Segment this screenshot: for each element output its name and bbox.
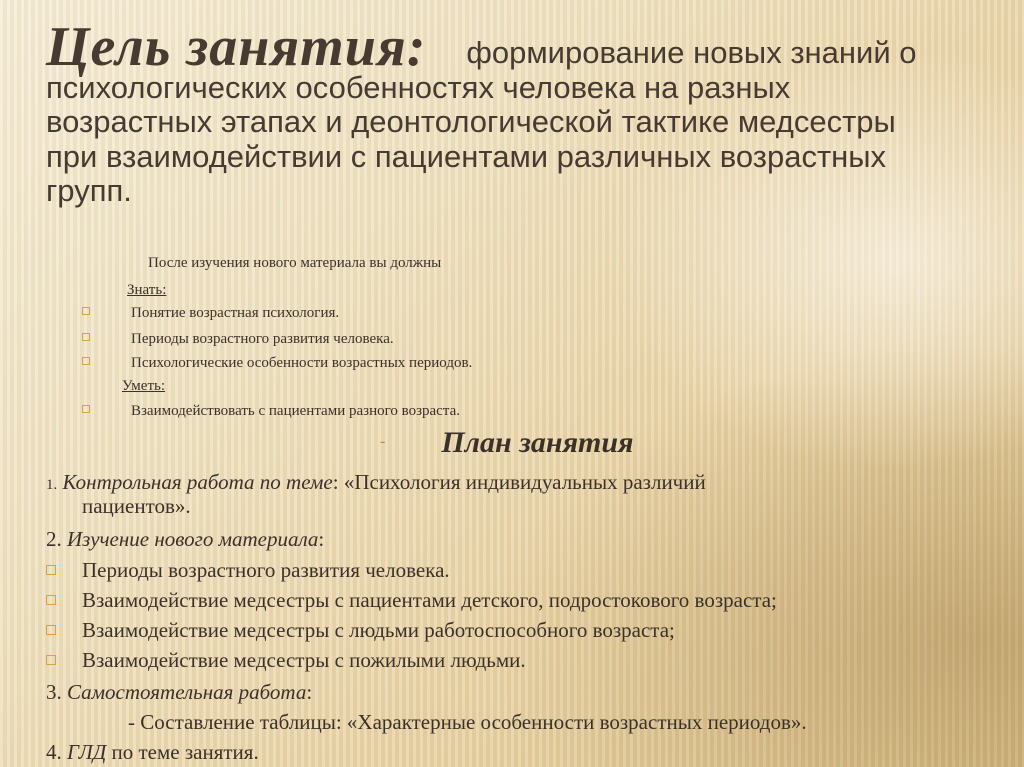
- square-bullet-icon: [82, 307, 90, 315]
- plan-item-number: 4.: [46, 740, 62, 764]
- plan-item-3: [46, 680, 312, 705]
- goal-text-line-4: при взаимодействии с пациентами различных возрастных: [46, 138, 887, 174]
- can-item: [82, 403, 460, 420]
- plan-item-1-continuation: пациентов».: [82, 494, 191, 518]
- goal-text-line-3: возрастных этапах и деонтологической тактике медсестры: [46, 104, 896, 139]
- plan-item-label: ГЛД: [67, 740, 107, 764]
- goal-text-line-5: групп.: [46, 173, 132, 208]
- plan-item-label: Самостоятельная работа: [67, 680, 307, 704]
- square-bullet-icon: [46, 595, 56, 605]
- square-bullet-icon: [46, 625, 56, 635]
- intro-text: После изучения нового материала вы должны: [148, 255, 442, 271]
- plan-bullet-text: Периоды возрастного развития человека.: [82, 558, 450, 582]
- plan-bullet-text: Взаимодействие медсестры с пациентами детского, подростокового возраста;: [82, 588, 777, 612]
- plan-item-number: 3.: [46, 680, 62, 704]
- goal-first-line: [46, 16, 996, 78]
- goal-title: Цель занятия:: [46, 16, 427, 78]
- know-item-text: Периоды возрастного развития человека.: [131, 331, 394, 347]
- can-item-text: Взаимодействовать с пациентами разного возраста.: [131, 403, 460, 419]
- plan-dash: -: [380, 433, 386, 450]
- plan-bullet: [46, 588, 777, 613]
- plan-title: План занятия: [441, 426, 634, 459]
- plan-item-text: по теме занятия.: [111, 740, 259, 764]
- square-bullet-icon: [82, 357, 90, 365]
- plan-item-text: : «Психология индивидуальных различий: [332, 470, 706, 494]
- plan-item-label: Контрольная работа по теме: [62, 470, 333, 494]
- plan-item-4: [46, 740, 259, 765]
- square-bullet-icon: [82, 405, 90, 413]
- know-item: [82, 305, 339, 322]
- square-bullet-icon: [82, 333, 90, 341]
- plan-bullet-text: Взаимодействие медсестры с пожилыми людьми.: [82, 648, 526, 672]
- plan-item-text: :: [306, 680, 313, 704]
- square-bullet-icon: [46, 655, 56, 665]
- plan-bullet: [46, 618, 675, 643]
- plan-heading: [380, 426, 634, 460]
- goal-text-line-1: формирование новых знаний о: [466, 35, 917, 70]
- plan-item-text: :: [318, 527, 325, 551]
- plan-item-number: 2.: [46, 527, 62, 551]
- square-bullet-icon: [46, 565, 56, 575]
- lesson-goal: [46, 16, 996, 209]
- know-item: [82, 355, 472, 372]
- know-heading: Знать:: [127, 282, 167, 298]
- plan-item-1: [46, 470, 706, 495]
- know-item: [82, 331, 394, 348]
- know-item-text: Психологические особенности возрастных периодов.: [131, 355, 473, 371]
- goal-text-line-2: психологических особенностях человека на разных: [46, 69, 791, 105]
- plan-bullet: [46, 648, 526, 673]
- plan-item-number: 1.: [46, 477, 58, 493]
- know-item-text: Понятие возрастная психология.: [131, 305, 340, 321]
- can-heading: Уметь:: [122, 378, 166, 394]
- plan-item-label: Изучение нового материала: [67, 527, 319, 551]
- plan-bullet: [46, 558, 450, 583]
- plan-item-2: [46, 527, 324, 552]
- plan-bullet-text: Взаимодействие медсестры с людьми работоспособного возраста;: [82, 618, 675, 642]
- plan-item-3-sub: - Составление таблицы: «Характерные особенности возрастных периодов».: [128, 710, 807, 734]
